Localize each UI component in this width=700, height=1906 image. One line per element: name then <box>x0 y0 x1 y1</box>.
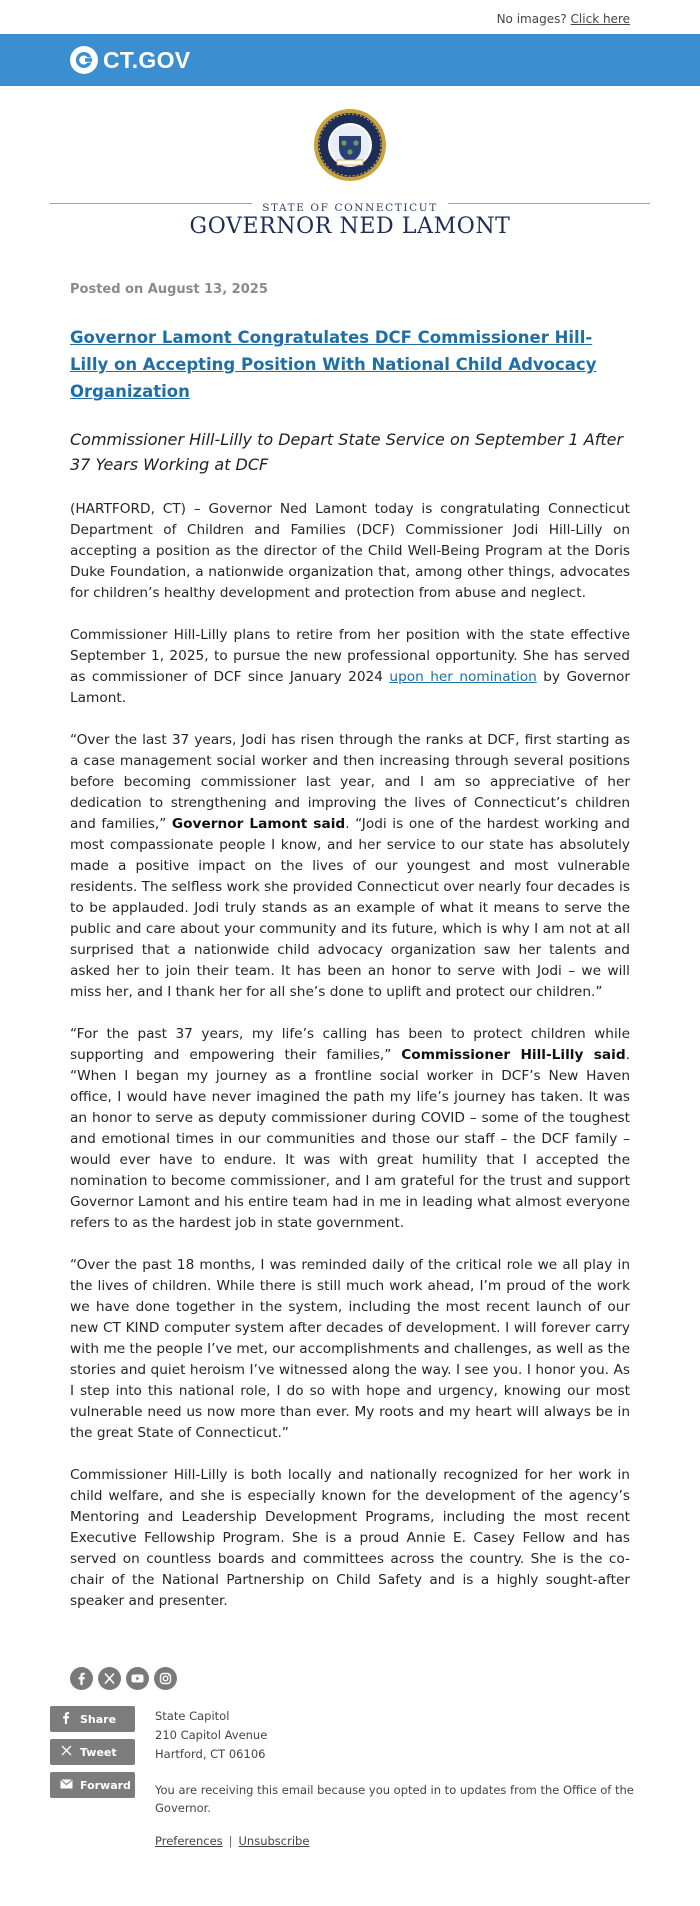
share-buttons <box>50 1706 135 1805</box>
social-icons <box>70 1667 630 1690</box>
tweet-button[interactable] <box>50 1739 135 1765</box>
paragraph-2 <box>70 625 630 709</box>
paragraph-4-text-end: . “When I began my journey as a frontline social worker in DCF’s New Haven office, I would have never imagined the path my life’s journey has taken. It was an honor to serve as deputy commissioner during COVID – some of the toughest and emotional times in our communities and those our staff – the DCF family – would ever have to endure. It was with great humility that I accepted the nomination to become commissioner, and I am grateful for the trust and support Governor Lamont and his entire team had in me in leading what almost everyone refers to as the hardest job in state government. <box>70 1047 630 1231</box>
governor-attribution: Governor Lamont said <box>171 816 346 832</box>
ct-gov-logo-text: CT.GOV <box>103 46 191 73</box>
state-label-row <box>50 196 650 212</box>
ct-gov-banner <box>0 34 700 86</box>
address-line-1: State Capitol <box>155 1709 230 1723</box>
no-images-text: No images? <box>496 12 567 26</box>
no-images-notice <box>497 12 630 26</box>
masthead <box>0 86 700 196</box>
paragraph-6: Commissioner Hill-Lilly is both locally and nationally recognized for her work in child welfare, and she is especially known for the development of the agency’s Mentoring and Leadership Development Programs, including the most recent Executive Fellowship Program. She is a proud Annie E. Casey Fellow and has served on countless boards and committees across the country. She is the co-chair of the National Partnership on Child Safety and is a highly sought-after speaker and presenter. <box>70 1467 630 1609</box>
ct-gov-logo[interactable] <box>70 46 190 74</box>
address-line-3: Hartford, CT 06106 <box>155 1747 266 1761</box>
article-subheadline: Commissioner Hill-Lilly to Depart State Service on September 1 After 37 Years Working at DCF <box>70 430 624 474</box>
forward-label: Forward <box>80 1778 131 1792</box>
ct-gov-logo-icon <box>70 46 98 74</box>
connecticut-state-seal-icon <box>313 108 387 182</box>
posted-date: Posted on August 13, 2025 <box>70 282 268 297</box>
youtube-icon[interactable] <box>126 1667 149 1690</box>
paragraph-2-text: Commissioner Hill-Lilly plans to retire from her position with the state effective September 1, 2025, to pursue the new professional opportunity. She has served as commissioner of DCF since January 2024 <box>70 627 630 685</box>
tweet-label: Tweet <box>80 1745 117 1759</box>
paragraph-3 <box>70 730 630 1003</box>
footer-info <box>155 1707 635 1851</box>
x-icon[interactable] <box>98 1667 121 1690</box>
link-separator: | <box>228 1834 233 1848</box>
paragraph-3-text-end: . “Jodi is one of the hardest working and most compassionate people I know, and her service to our state has absolutely made a positive impact on the lives of our youngest and most vulnerable residents. The selfless work she provided Connecticut over nearly four decades is to be applauded. Jodi truly stands as an example of what it means to serve the public and care about your community and its future, which is why I am not at all surprised that a nationwide child advocacy organization saw her talents and asked her to join their team. It has been an honor to serve with Jodi – we will miss her, and I thank her for all she’s done to uplift and protect our children.” <box>70 816 631 1000</box>
opt-in-notice: You are receiving this email because you opted in to updates from the Office of the Governor. <box>155 1783 634 1815</box>
unsubscribe-link[interactable]: Unsubscribe <box>238 1834 310 1848</box>
forward-button[interactable] <box>50 1772 135 1798</box>
nomination-link[interactable]: upon her nomination <box>389 669 537 685</box>
address-line-2: 210 Capitol Avenue <box>155 1728 268 1742</box>
paragraph-4-text: “For the past 37 years, my life’s calling has been to protect children while supporting and empowering their families,” <box>70 1026 630 1063</box>
paragraph-5: “Over the past 18 months, I was reminded daily of the critical role we all play in the lives of children. While there is still much work ahead, I’m proud of the work we have done together in the system, including the most recent launch of our new CT KIND computer system after decades of development. I will forever carry with me the people I’ve met, our accomplishments and challenges, as well as the stories and quiet heroism I’ve witnessed along the way. I see you. I honor you. As I step into this national role, I do so with hope and urgency, knowing our most vulnerable need us now more than ever. My roots and my heart will always be in the great State of Connecticut.” <box>70 1257 630 1441</box>
facebook-icon[interactable] <box>70 1667 93 1690</box>
paragraph-4 <box>70 1024 630 1234</box>
commissioner-attribution: Commissioner Hill-Lilly said <box>401 1047 626 1063</box>
paragraph-2-text-end: by Governor Lamont. <box>70 669 631 706</box>
footer <box>0 1706 700 1906</box>
share-label: Share <box>80 1712 117 1726</box>
facebook-share-icon <box>58 1711 74 1727</box>
instagram-icon[interactable] <box>154 1667 177 1690</box>
paragraph-3-text: “Over the last 37 years, Jodi has risen through the ranks at DCF, first starting as a case management social worker and then increasing through several positions before becoming commissioner last year, and I am so appreciative of her dedication to strengthening and improving the lives of Connecticut’s children and families,” <box>70 732 630 832</box>
envelope-icon <box>58 1778 74 1792</box>
article-headline <box>70 324 630 405</box>
governor-name: GOVERNOR NED LAMONT <box>189 214 511 239</box>
share-button[interactable] <box>50 1706 135 1732</box>
paragraph-1: (HARTFORD, CT) – Governor Ned Lamont today is congratulating Connecticut Department of Children and Families (DCF) Commissioner Jodi Hill-Lilly on accepting a position as the director of the Child Well-Being Program at the Doris Duke Foundation, a nationwide organization that, among other things, advocates for children’s healthy development and protection from abuse and neglect. <box>70 501 630 601</box>
x-share-icon <box>58 1745 74 1759</box>
click-here-link[interactable]: Click here <box>570 12 630 26</box>
headline-link[interactable]: Governor Lamont Congratulates DCF Commissioner Hill-Lilly on Accepting Position With National Child Advocacy Organization <box>70 328 597 401</box>
preferences-link[interactable]: Preferences <box>155 1834 223 1848</box>
top-bar <box>0 0 700 34</box>
article <box>0 282 700 1690</box>
state-label: STATE OF CONNECTICUT <box>252 202 448 214</box>
footer-links <box>155 1832 635 1851</box>
